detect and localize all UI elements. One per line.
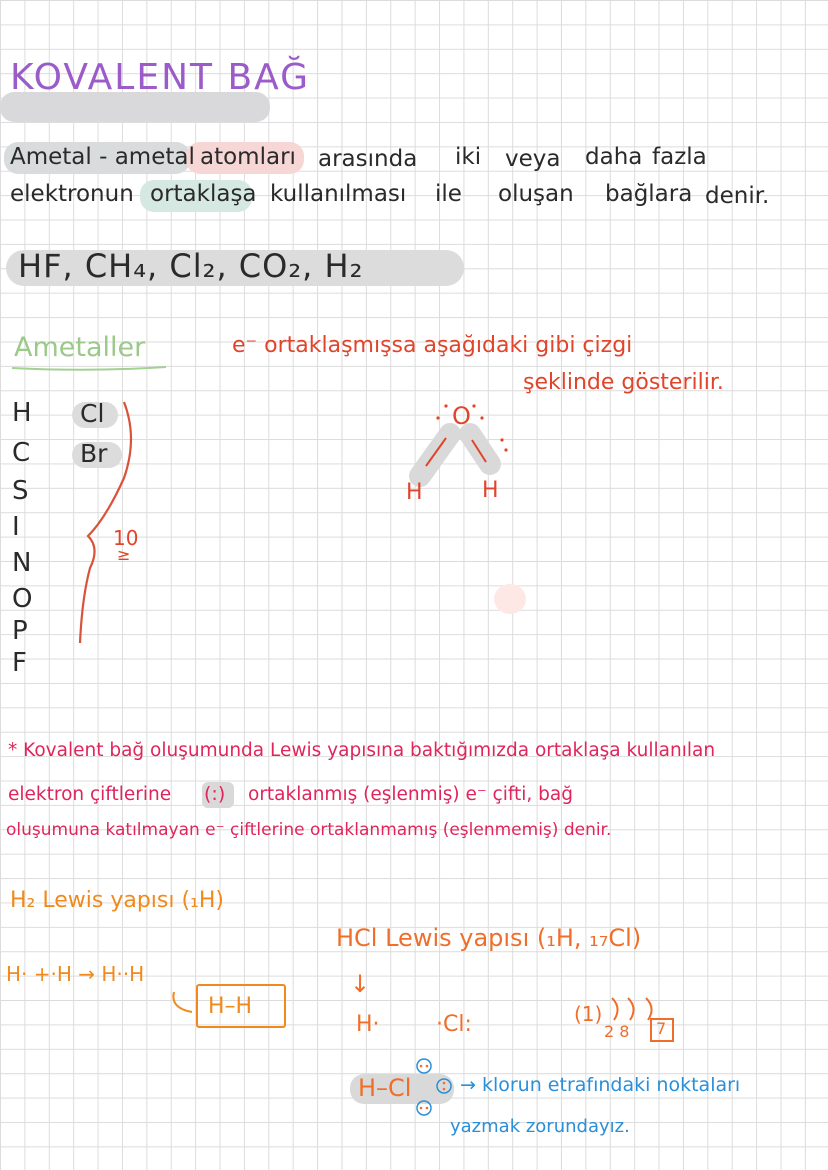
definition-word: fazla [652,144,707,170]
hcl-explanation-line-2: yazmak zorundayız. [450,1116,630,1137]
hcl-shells: (1) [574,1002,603,1026]
water-hydrogen-left: H [406,480,423,505]
water-hydrogen-right: H [482,478,499,503]
hcl-cl-dots: ·Cl: [436,1012,472,1037]
definition-word: denir. [705,183,770,209]
definition-word: Ametal - ametal [10,144,195,170]
element-symbol: I [12,512,20,542]
star-note-line-1: * Kovalent bağ oluşumunda Lewis yapısına baktığımızda ortaklaşa kullanılan [8,740,716,761]
definition-word: ile [435,181,462,207]
faint-smudge [494,584,526,614]
ametaller-count: 10 [113,526,139,550]
hcl-shell-last: 7 [656,1019,667,1038]
hcl-heading: HCl Lewis yapısı (₁H, ₁₇Cl) [336,924,642,952]
hcl-arrow: ↓ [350,970,371,998]
star-note-text: ortaklanmış (eşlenmiş) e⁻ çifti, bağ [248,784,573,805]
h2-equation: H· +·H → H··H [6,962,145,986]
element-symbol-br: Br [80,439,108,468]
hcl-h-dot: H· [356,1012,380,1037]
element-symbol: S [12,476,29,506]
definition-word: veya [505,146,561,172]
definition-word: bağlara [605,181,693,207]
definition-word: atomları [200,144,296,170]
ametaller-underline [10,364,170,374]
page-title: KOVALENT BAĞ [10,57,311,98]
definition-word: ortaklaşa [150,181,257,207]
h2-result-arrow [160,990,200,1020]
lone-pair-circles [412,1058,452,1118]
note-line-1: e⁻ ortaklaşmışsa aşağıdaki gibi çizgi [232,333,633,358]
element-symbol: F [12,648,27,678]
element-symbol: H [12,398,32,428]
water-oxygen: O [452,402,471,430]
definition-word: daha [585,144,643,170]
hcl-explanation-line-1: → klorun etrafındaki noktaları [460,1074,741,1096]
definition-word: kullanılması [270,181,407,207]
element-symbol: O [12,584,33,614]
element-symbol: N [12,548,32,578]
star-note-line-3: oluşumuna katılmayan e⁻ çiftlerine ortaklanmamış (eşlenmemiş) denir. [6,820,612,840]
ametaller-heading: Ametaller [14,332,146,363]
definition-word: elektronun [10,181,134,207]
h2-heading: H₂ Lewis yapısı (₁H) [10,888,224,913]
star-note-text: elektron çiftlerine [8,784,172,805]
hcl-result: H–Cl [358,1074,412,1102]
element-symbol-cl: Cl [80,399,105,428]
ametaller-count-mark: ≥ [117,545,131,564]
element-symbol: C [12,438,31,468]
note-line-2: şeklinde gösterilir. [523,370,724,395]
hcl-shell-numbers: 2 8 [604,1022,630,1041]
examples-formulas: HF, CH₄, Cl₂, CO₂, H₂ [18,247,364,285]
star-note-symbol: (:) [204,783,226,805]
element-symbol: P [12,616,28,646]
definition-word: arasında [318,146,418,172]
h2-result: H–H [208,994,253,1019]
definition-word: iki [455,144,482,170]
definition-word: oluşan [498,181,574,207]
